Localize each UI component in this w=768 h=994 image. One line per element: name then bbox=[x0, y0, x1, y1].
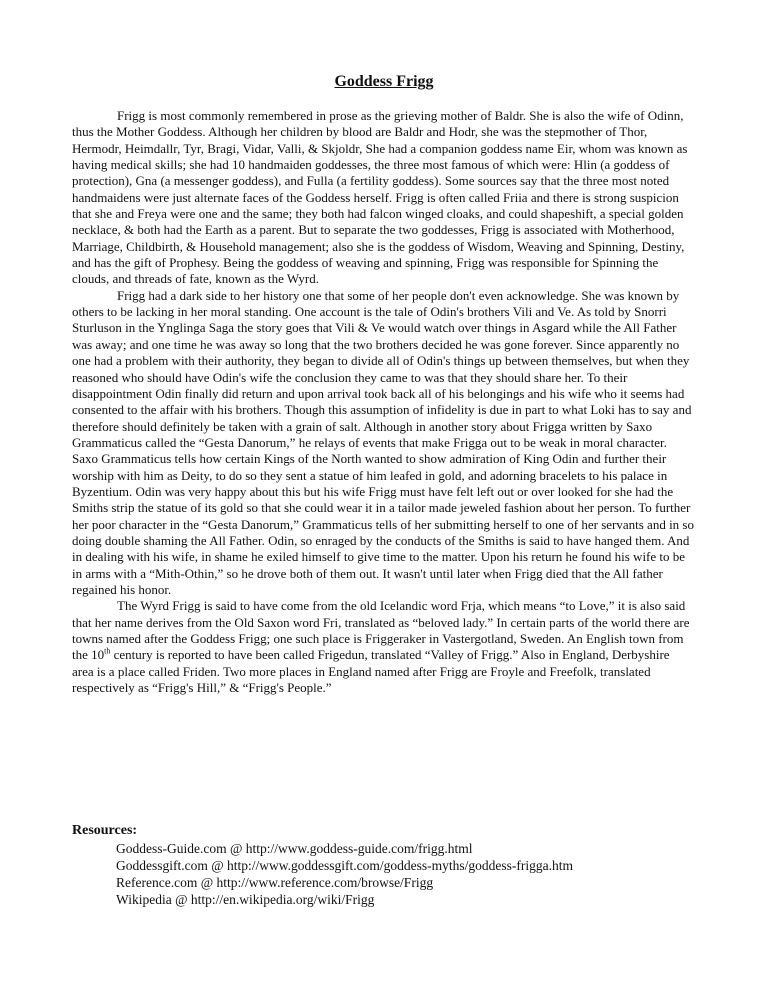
ordinal-superscript: th bbox=[104, 647, 111, 657]
resources-section bbox=[72, 822, 694, 908]
document-body bbox=[72, 108, 694, 696]
paragraph-3-text-b: century is reported to have been called Frigedun, translated “Valley of Frigg.” Also in England, Derbyshire area is a place called Friden. Two more places in England named after Frigg are Froyle and Freefolk, translated respectively as “Frigg's Hill,” & “Frigg's People.” bbox=[72, 647, 670, 696]
paragraph-1: Frigg is most commonly remembered in prose as the grieving mother of Baldr. She is also the wife of Odinn, thus the Mother Goddess. Although her children by blood are Baldr and Hodr, she was the stepmother of Thor, Hermodr, Heimdallr, Tyr, Bragi, Vidar, Valli, & Skjoldr, She had a companion goddess name Eir, whom was known as having medical skills; she had 10 handmaiden goddesses, the three most famous of which were: Hlin (a goddess of protection), Gna (a messenger goddess), and Fulla (a fertility goddess). Some sources say that the three most noted handmaidens were just alternate faces of the Goddess herself. Frigg is often called Friia and there is strong suspicion that she and Freya were one and the same; they both had falcon winged cloaks, and could shapeshift, a special golden necklace, & both had the Earth as a parent. But to separate the two goddesses, Frigg is associated with Motherhood, Marriage, Childbirth, & Household management; also she is the goddess of Wisdom, Weaving and Spinning, Destiny, and has the gift of Prophesy. Being the goddess of weaving and spinning, Frigg was responsible for Spinning the clouds, and threads of fate, known as the Wyrd. bbox=[72, 108, 688, 287]
resource-item: Goddess-Guide.com @ http://www.goddess-guide.com/frigg.html bbox=[116, 841, 473, 856]
document-title: Goddess Frigg bbox=[334, 73, 434, 90]
paragraph-2: Frigg had a dark side to her history one that some of her people don't even acknowledge. She was known by others to be lacking in her moral standing. One account is the tale of Odin's brothers Vili and Ve. As told by Snorri Sturluson in the Ynglinga Saga the story goes that Vili & Ve would watch over things in Asgard while the All Father was away; and one time he was away so long that the two brothers decided he was gone forever. Since apparently no one had a problem with their authority, they began to divide all of Odin's things up between themselves, but when they reasoned who should have Odin's wife the conclusion they came to was that they should share her. To their disappointment Odin finally did return and upon arrival took back all of his belongings and his wife who it seems had consented to the affair with his brothers. Though this assumption of infidelity is due in part to what Loki has to say and therefore should definitely be taken with a grain of salt. Although in another story about Frigga written by Saxo Grammaticus called the “Gesta Danorum,” he relays of events that make Frigga out to be weak in moral character. Saxo Grammaticus tells how certain Kings of the North wanted to show admiration of King Odin and further their worship with him as Deity, to do so they sent a statue of him leafed in gold, and adorning bracelets to his palace in Byzentium. Odin was very happy about this but his wife Frigg must have felt left out or over looked for she had the Smiths strip the statue of its gold so that she could wear it in a tailor made jeweled fashion about her person. To further her poor character in the “Gesta Danorum,” Grammaticus tells of her submitting herself to one of her servants and in so doing double shaming the All Father. Odin, so enraged by the conducts of the Smiths is said to have hanged them. And in dealing with his wife, in shame he exiled himself to give time to the matter. Upon his return he found his wife to be in arms with a “Mith-Othin,” so he drove both of them out. It wasn't until later when Frigg died that the All father regained his honor. bbox=[72, 287, 694, 597]
resource-item: Reference.com @ http://www.reference.com/browse/Frigg bbox=[116, 875, 434, 890]
paragraph-3 bbox=[72, 598, 694, 696]
resources-heading: Resources: bbox=[72, 823, 138, 838]
resource-item: Wikipedia @ http://en.wikipedia.org/wiki/Frigg bbox=[116, 892, 375, 907]
resources-list bbox=[72, 840, 694, 908]
resource-item: Goddessgift.com @ http://www.goddessgift.com/goddess-myths/goddess-frigga.htm bbox=[116, 858, 574, 873]
paragraph-3-text-a: The Wyrd Frigg is said to have come from the old Icelandic word Frja, which means “to Love,” it is also said that her name derives from the Old Saxon word Fri, translated as “beloved lady.” In certain parts of the world there are towns named after the Goddess Frigg; one such place is Friggeraker in Vastergotland, Sweden. An English town from the 10 bbox=[72, 598, 690, 663]
